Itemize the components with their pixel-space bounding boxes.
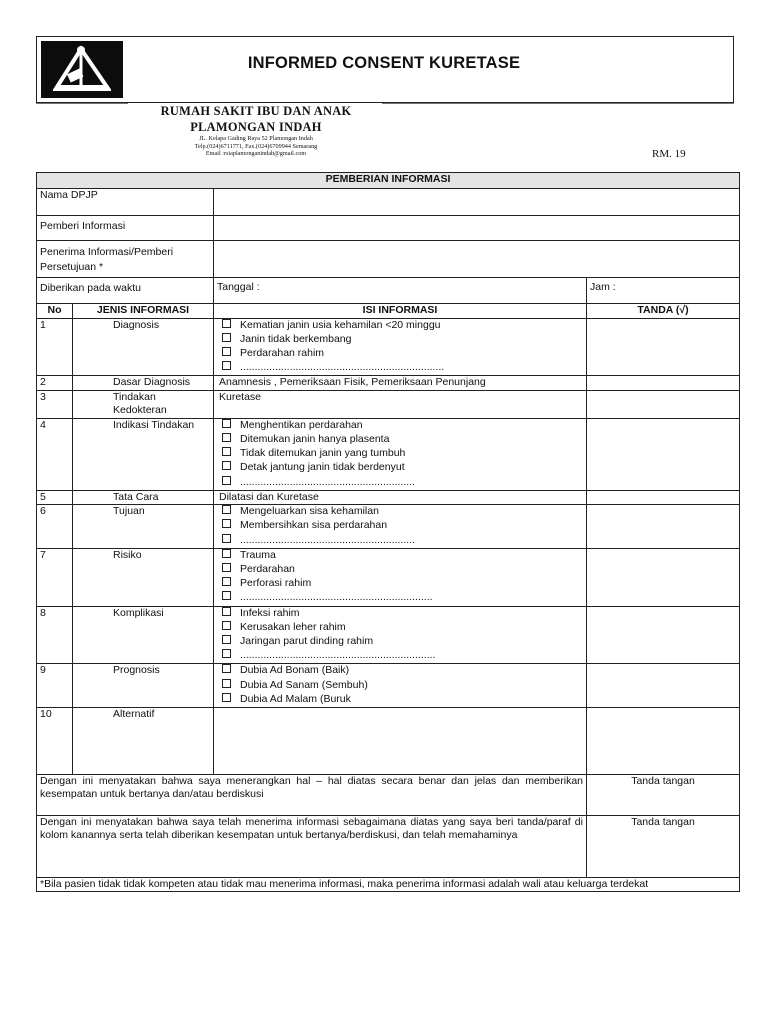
table-row [37,606,740,664]
option-label: Trauma [240,548,276,561]
checkbox-icon[interactable] [222,563,231,572]
document-title: INFORMED CONSENT KURETASE [247,54,521,72]
checkbox-icon[interactable] [222,476,231,485]
option-label: ................................................................... [240,649,436,662]
checkbox-icon[interactable] [222,447,231,456]
statement-text: Dengan ini menyatakan bahwa saya telah menerima informasi sebagaimana diatas yang saya beri tanda/paraf di kolom kanannya serta telah diberikan kesempatan untuk bertanya/berdiskusi, dan telah memahaminya [37,815,587,877]
signature-label: Tanda tangan [631,815,695,828]
mark-cell[interactable] [587,490,740,505]
row-number: 3 [37,390,73,418]
signature-label: Tanda tangan [631,774,695,787]
statement-text: Dengan ini menyatakan bahwa saya menerangkan hal – hal diatas secara benar dan jelas dan memberikan kesempatan untuk bertanya dan/atau berdiskusi [37,774,587,815]
pemberi-informasi-field[interactable] [214,216,740,241]
checkbox-icon[interactable] [222,461,231,470]
row-content [214,418,587,490]
hospital-info [126,103,386,158]
row-number: 2 [37,376,73,391]
checkbox-icon[interactable] [222,534,231,543]
checkbox-icon[interactable] [222,347,231,356]
mark-cell[interactable] [587,318,740,376]
mark-cell[interactable] [587,707,740,774]
row-number: 4 [37,418,73,490]
row-number: 6 [37,505,73,549]
row-number: 5 [37,490,73,505]
field-row-nama-dpjp [37,189,740,216]
checkbox-icon[interactable] [222,679,231,688]
row-type: Dasar Diagnosis [73,376,214,391]
checkbox-option[interactable] [222,563,583,577]
option-label: Dubia Ad Sanam (Sembuh) [240,678,368,691]
checkbox-option[interactable] [222,635,583,649]
mark-cell[interactable] [587,606,740,664]
checkbox-icon[interactable] [222,505,231,514]
checkbox-icon[interactable] [222,319,231,328]
hospital-address: JL. Kelapa Gading Raya 52 Plamongan Indah [199,135,313,142]
mark-cell[interactable] [587,376,740,391]
checkbox-option[interactable] [222,549,583,563]
field-row-diberikan-pada-waktu [37,278,740,304]
checkbox-icon[interactable] [222,621,231,630]
table-row [37,707,740,774]
header-divider-lines [0,0,768,120]
row-type: Indikasi Tindakan [73,418,214,490]
row-type: Tata Cara [73,490,214,505]
table-row [37,490,740,505]
column-header-jenis-informasi: JENIS INFORMASI [73,304,214,319]
checkbox-option[interactable] [222,419,583,433]
row-content [214,505,587,549]
option-label: Detak jantung janin tidak berdenyut [240,461,405,474]
checkbox-icon[interactable] [222,577,231,586]
signature-cell[interactable] [587,815,740,877]
field-label-nama-dpjp: Nama DPJP [37,189,214,216]
date-label: Tanggal : [217,281,260,293]
row-type: Risiko [73,548,214,606]
table-row [37,548,740,606]
hospital-name-line1: RUMAH SAKIT IBU DAN ANAK [160,104,352,118]
option-label: Dubia Ad Bonam (Baik) [240,664,350,677]
checkbox-option[interactable] [222,476,583,490]
row-type: Diagnosis [73,318,214,376]
penerima-informasi-field[interactable] [214,241,740,278]
footnote-text: *Bila pasien tidak tidak kompeten atau tidak mau menerima informasi, maka penerima informasi adalah wali atau keluarga terdekat [37,877,740,892]
option-label: Tidak ditemukan janin yang tumbuh [240,447,406,460]
checkbox-icon[interactable] [222,607,231,616]
mark-cell[interactable] [587,548,740,606]
statement-row [37,815,740,877]
checkbox-option[interactable] [222,591,583,605]
table-row [37,664,740,708]
column-header-no: No [37,304,73,319]
checkbox-option[interactable] [222,433,583,447]
row-content [214,606,587,664]
checkbox-option[interactable] [222,534,583,548]
checkbox-icon[interactable] [222,635,231,644]
field-row-penerima-informasi [37,241,740,278]
option-label: Menghentikan perdarahan [240,418,363,431]
field-label-penerima-informasi: Penerima Informasi/Pemberi Persetujuan * [37,241,214,278]
mark-cell[interactable] [587,505,740,549]
table-row [37,418,740,490]
checkbox-option[interactable] [222,319,583,333]
hospital-name-line2: PLAMONGAN INDAH [190,120,322,134]
row-content: Kuretase [214,390,587,418]
option-label: Perdarahan [240,563,295,575]
checkbox-icon[interactable] [222,693,231,702]
checkbox-option[interactable] [222,461,583,475]
column-header-row [37,304,740,319]
checkbox-icon[interactable] [222,591,231,600]
checkbox-option[interactable] [222,347,583,361]
option-label: ............................................................ [240,533,416,546]
consent-form-table [36,172,740,892]
row-content [214,548,587,606]
row-number: 7 [37,548,73,606]
option-label: Perdarahan rahim [240,346,325,359]
field-label-pemberi-informasi: Pemberi Informasi [37,216,214,241]
option-label: ............................................................ [240,475,416,488]
row-type: Tindakan Kedokteran [73,390,214,418]
checkbox-icon[interactable] [222,649,231,658]
checkbox-icon[interactable] [222,433,231,442]
rm-code: RM. 19 [652,148,686,160]
checkbox-option[interactable] [222,649,583,663]
row-content [214,664,587,708]
table-row [37,505,740,549]
column-header-isi-informasi: ISI INFORMASI [214,304,587,319]
option-label: Membersihkan sisa perdarahan [240,519,388,532]
checkbox-option[interactable] [222,333,583,347]
row-number: 9 [37,664,73,708]
signature-cell[interactable] [587,774,740,815]
option-label: Perforasi rahim [240,577,312,590]
option-label: Infeksi rahim [240,606,300,619]
row-number: 8 [37,606,73,664]
option-label: Kematian janin usia kehamilan <20 minggu [240,318,441,331]
row-number: 1 [37,318,73,376]
table-row [37,376,740,391]
column-header-tanda: TANDA (√) [587,304,740,319]
row-content: Dilatasi dan Kuretase [214,490,587,505]
section-header-row [37,173,740,189]
checkbox-icon[interactable] [222,333,231,342]
option-label: Kerusakan leher rahim [240,620,346,633]
row-content: Anamnesis , Pemeriksaan Fisik, Pemeriksaan Penunjang [214,376,587,391]
checkbox-icon[interactable] [222,549,231,558]
mark-cell[interactable] [587,418,740,490]
checkbox-option[interactable] [222,505,583,519]
hospital-phone: Telp.(024)6711771, Fax.(024)6709944 Semarang [194,142,318,150]
checkbox-icon[interactable] [222,664,231,673]
checkbox-icon[interactable] [222,419,231,428]
table-row [37,390,740,418]
checkbox-option[interactable] [222,664,583,678]
section-title: PEMBERIAN INFORMASI [37,173,740,189]
option-label: Janin tidak berkembang [240,332,352,345]
statement-row [37,774,740,815]
field-row-pemberi-informasi [37,216,740,241]
mark-cell[interactable] [587,664,740,708]
time-label: Jam : [590,281,616,293]
checkbox-option[interactable] [222,693,583,707]
time-field[interactable] [587,278,740,304]
option-label: .................................................................. [240,591,433,604]
row-number: 10 [37,707,73,774]
row-content [214,318,587,376]
option-label: Mengeluarkan sisa kehamilan [240,505,379,518]
checkbox-option[interactable] [222,621,583,635]
footnote-row [37,877,740,892]
checkbox-option[interactable] [222,577,583,591]
row-type: Komplikasi [73,606,214,664]
checkbox-icon[interactable] [222,361,231,370]
option-label: ...................................................................... [240,361,445,374]
row-type: Prognosis [73,664,214,708]
option-label: Dubia Ad Malam (Buruk [240,692,351,705]
date-field[interactable] [214,278,587,304]
checkbox-option[interactable] [222,361,583,375]
mark-cell[interactable] [587,390,740,418]
table-row [37,318,740,376]
nama-dpjp-field[interactable] [214,189,740,216]
option-label: Ditemukan janin hanya plasenta [240,432,390,445]
field-label-diberikan-pada-waktu: Diberikan pada waktu [37,278,214,304]
checkbox-option[interactable] [222,519,583,533]
row-type: Alternatif [73,707,214,774]
checkbox-option[interactable] [222,447,583,461]
option-label: Jaringan parut dinding rahim [240,634,374,647]
checkbox-option[interactable] [222,679,583,693]
checkbox-option[interactable] [222,607,583,621]
checkbox-icon[interactable] [222,519,231,528]
hospital-email: Email :rsiaplamonganindah@gmail.com [205,150,307,158]
row-type: Tujuan [73,505,214,549]
alternatif-content-field[interactable] [214,707,587,774]
